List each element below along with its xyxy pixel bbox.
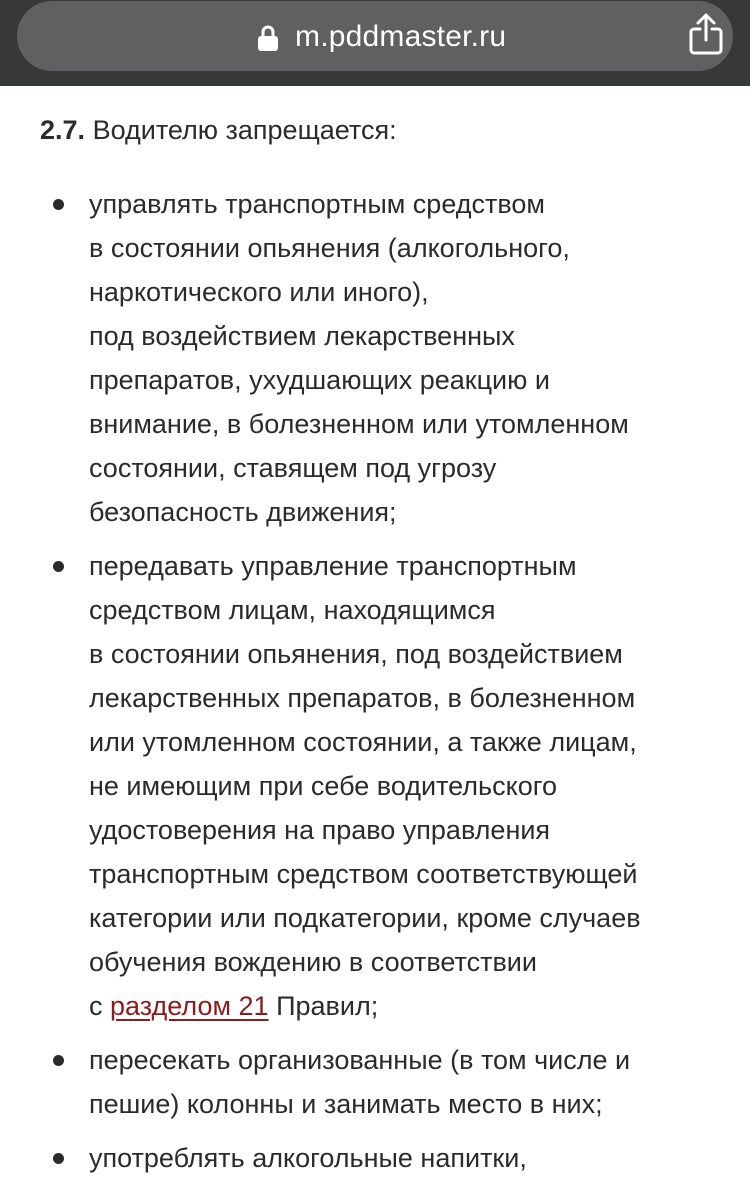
item-line: средством лицам, находящимся [89,595,496,625]
item-line: пересекать организованные (в том числе и [89,1045,631,1075]
url-text[interactable]: m.pddmaster.ru [295,20,507,53]
page-content [0,86,750,1186]
section-heading [40,112,397,148]
share-icon[interactable] [687,12,725,56]
bullet-icon [53,199,64,210]
item-line: не имеющим при себе водительского [89,771,558,801]
bullet-icon [53,1153,64,1164]
item-line: транспортным средством соответствующей [89,859,638,889]
item-line: безопасность движения; [89,497,397,527]
item-line: под воздействием лекарственных [89,321,515,351]
section-title: Водителю запрещается: [92,115,397,145]
item-line: управлять транспортным средством [89,189,545,219]
item-line: пешие) колонны и занимать место в них; [89,1089,603,1119]
item-line: препаратов, ухудшающих реакцию и [89,365,550,395]
lock-icon [257,25,279,51]
list-item [0,182,750,534]
item-line: удостоверения на право управления [89,815,551,845]
item-line: или утомленном состоянии, а также лицам, [89,727,637,757]
section-21-link[interactable]: разделом 21 [110,991,269,1021]
browser-toolbar [0,0,750,86]
section-number: 2.7. [40,115,86,145]
rules-list [0,182,750,1186]
line-suffix: Правил; [268,991,379,1021]
item-line: употреблять алкогольные напитки, [89,1143,527,1173]
item-line: в состоянии опьянения (алкогольного, [89,233,570,263]
item-line: категории или подкатегории, кроме случаев [89,903,641,933]
item-line: обучения вождению в соответствии [89,947,537,977]
list-item [0,1136,750,1180]
item-line: наркотического или иного), [89,277,429,307]
address-bar[interactable] [17,1,733,71]
item-line: передавать управление транспортным [89,551,577,581]
list-item [0,544,750,1028]
item-line: в состоянии опьянения, под воздействием [89,639,623,669]
line-prefix: с [89,991,111,1021]
item-line: состоянии, ставящем под угрозу [89,453,497,483]
item-line: внимание, в болезненном или утомленном [89,409,629,439]
item-line-with-link [89,984,730,1028]
list-item [0,1038,750,1126]
bullet-icon [53,1055,64,1066]
bullet-icon [53,561,64,572]
item-line: лекарственных препаратов, в болезненном [89,683,636,713]
